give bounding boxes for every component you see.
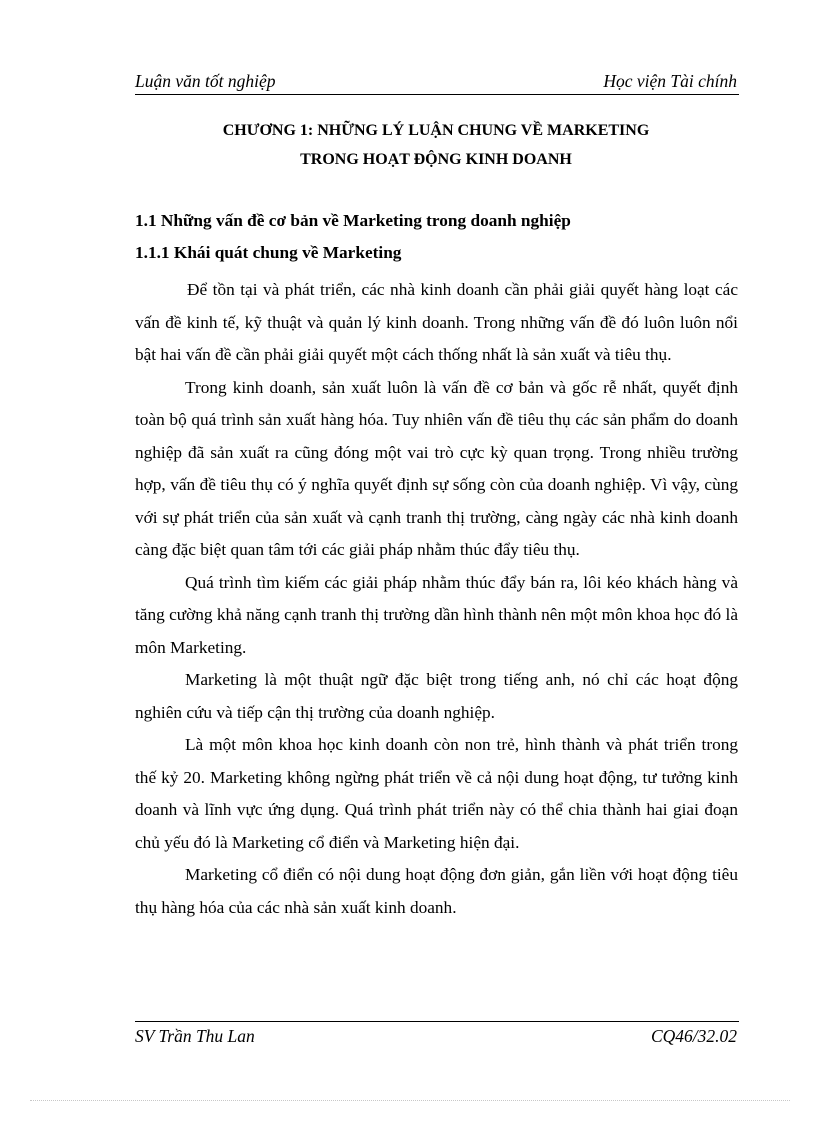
header-thesis-label: Luận văn tốt nghiệp (135, 71, 276, 91)
footer-class-code: CQ46/32.02 (650, 1026, 737, 1046)
header-institution: Học viện Tài chính (603, 71, 737, 91)
chapter-title-line-1: CHƯƠNG 1: NHỮNG LÝ LUẬN CHUNG VỀ MARKETING (222, 122, 650, 139)
section-heading-1-1: 1.1 Những vấn đề cơ bản về Marketing trong doanh nghiệp (135, 211, 571, 230)
paragraph: Để tồn tại và phát triển, các nhà kinh doanh cần phải giải quyết hàng loạt các vấn đề kinh tế, kỹ thuật và quản lý kinh doanh. Trong những vấn đề đó luôn luôn nổi bật hai vấn đề cần phải giải quyết một cách thống nhất là sản xuất và tiêu thụ. (135, 280, 738, 364)
footer-divider (135, 1021, 739, 1022)
paragraph: Là một môn khoa học kinh doanh còn non trẻ, hình thành và phát triển trong thế kỷ 20. Marketing không ngừng phát triển về cả nội dung hoạt động, tư tưởng kinh doanh và lĩnh vực ứng dụng. Quá trình phát triển này có thể chia thành hai giai đoạn chủ yếu đó là Marketing cổ điển và Marketing hiện đại. (135, 735, 738, 852)
page-bottom-dotted-border (30, 1100, 790, 1101)
paragraph: Marketing là một thuật ngữ đặc biệt trong tiếng anh, nó chỉ các hoạt động nghiên cứu và tiếp cận thị trường của doanh nghiệp. (135, 670, 738, 722)
chapter-title (135, 116, 737, 174)
page-header (135, 70, 737, 92)
footer-student-name: SV Trần Thu Lan (135, 1026, 255, 1046)
page-footer (135, 1026, 737, 1047)
body-text (135, 274, 738, 924)
section-heading-1-1-1: 1.1.1 Khái quát chung về Marketing (135, 243, 402, 262)
paragraph: Quá trình tìm kiếm các giải pháp nhằm thúc đẩy bán ra, lôi kéo khách hàng và tăng cường khả năng cạnh tranh thị trường dần hình thành nên một môn khoa học đó là môn Marketing. (135, 572, 738, 657)
paragraph: Trong kinh doanh, sản xuất luôn là vấn đề cơ bản và gốc rễ nhất, quyết định toàn bộ quá trình sản xuất hàng hóa. Tuy nhiên vấn đề tiêu thụ các sản phẩm do doanh nghiệp đã sản xuất ra cũng đóng một vai trò cực kỳ quan trọng. Trong nhiều trường hợp, vấn đề tiêu thụ có ý nghĩa quyết định sự sống còn của doanh nghiệp. Vì vậy, cùng với sự phát triển của sản xuất và cạnh tranh thị trường, càng ngày các nhà kinh doanh càng đặc biệt quan tâm tới các giải pháp nhằm thúc đẩy tiêu thụ. (135, 377, 738, 559)
paragraph: Marketing cổ điển có nội dung hoạt động đơn giản, gắn liền với hoạt động tiêu thụ hàng hóa của các nhà sản xuất kinh doanh. (135, 865, 738, 917)
chapter-title-line-2: TRONG HOẠT ĐỘNG KINH DOANH (300, 151, 572, 168)
header-divider (135, 94, 739, 95)
